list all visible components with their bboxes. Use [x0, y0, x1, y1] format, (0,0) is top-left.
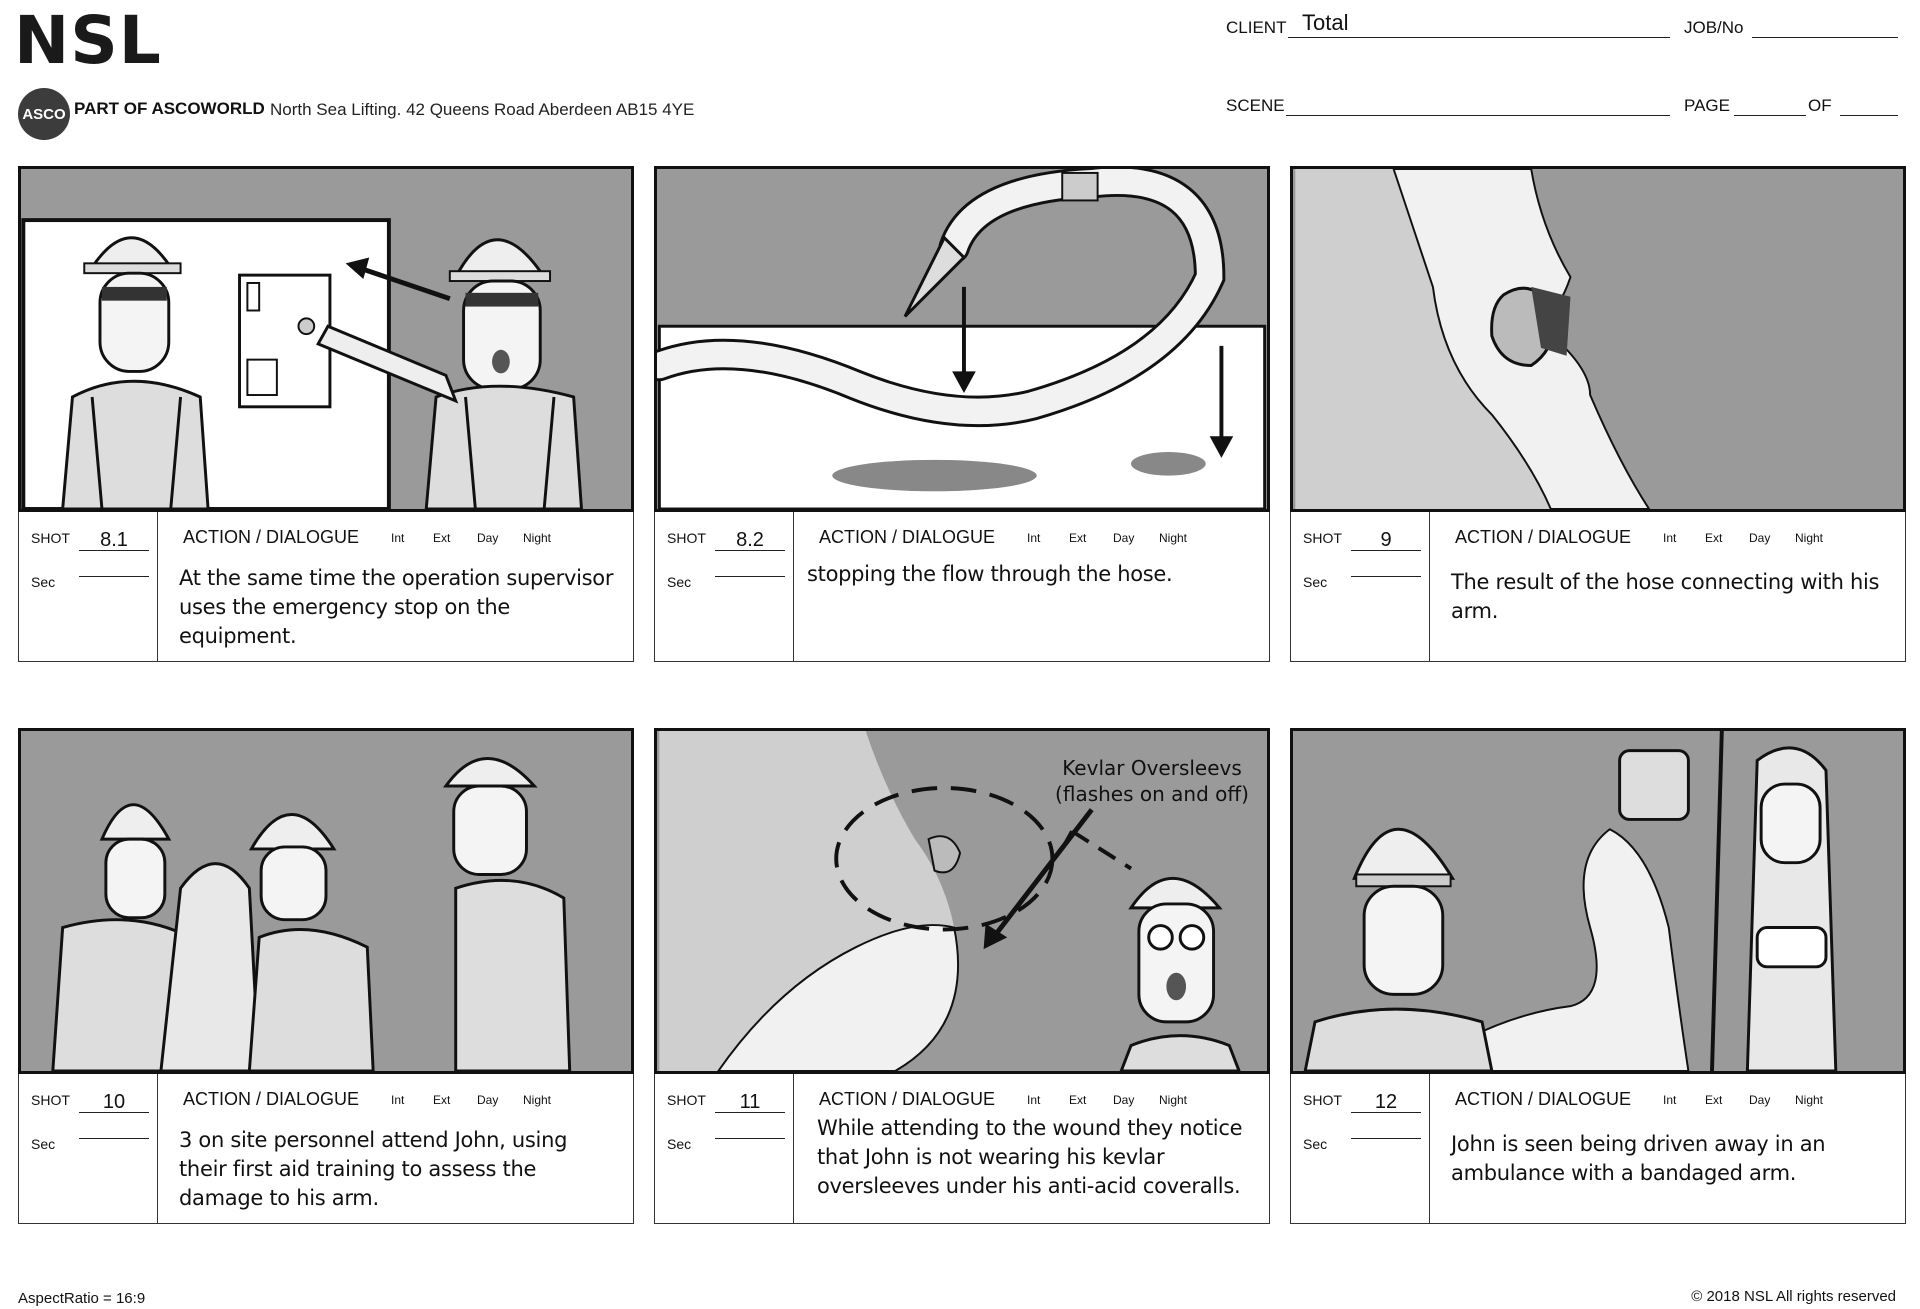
ext-option[interactable]: Ext: [433, 1093, 451, 1107]
ext-option[interactable]: Ext: [1705, 531, 1723, 545]
night-option[interactable]: Night: [1795, 531, 1824, 545]
aspect-ratio-label: AspectRatio = 16:9: [18, 1290, 146, 1307]
action-dialogue-label: ACTION / DIALOGUE: [1455, 527, 1632, 547]
panel-5-info: [654, 1074, 1270, 1224]
scene-label: SCENE: [1226, 96, 1285, 115]
panel-1-info: [18, 512, 634, 662]
panel-1-sketch: [21, 169, 631, 509]
shot-number[interactable]: 11: [715, 1090, 785, 1113]
sec-label: Sec: [667, 574, 692, 590]
shot-column: [19, 1074, 158, 1223]
sec-label: Sec: [31, 574, 56, 590]
panel-2-illustration: [654, 166, 1270, 512]
action-dialogue-label: ACTION / DIALOGUE: [183, 527, 360, 547]
night-option[interactable]: Night: [1159, 1093, 1188, 1107]
action-dialogue-label: ACTION / DIALOGUE: [819, 1089, 996, 1109]
of-label: OF: [1808, 96, 1832, 115]
panel-2-sketch: [657, 169, 1267, 509]
panel-3-info: [1290, 512, 1906, 662]
panel-4-sketch: [21, 731, 631, 1071]
shot-label: SHOT: [667, 530, 706, 546]
panel-5-illustration: [654, 728, 1270, 1074]
shot-column: [1291, 512, 1430, 661]
shot-column: [19, 512, 158, 661]
day-option[interactable]: Day: [1113, 531, 1135, 545]
nsl-logo: NSL: [14, 2, 162, 79]
action-description: stopping the flow through the hose.: [807, 562, 1173, 586]
panel-3-sketch: [1293, 169, 1903, 509]
action-dialogue-label: ACTION / DIALOGUE: [819, 527, 996, 547]
company-address: North Sea Lifting. 42 Queens Road Aberdeen AB15 4YE: [270, 100, 695, 119]
of-field[interactable]: [1840, 90, 1898, 116]
storyboard-panel-6: [1290, 728, 1906, 1224]
job-label: JOB/No: [1684, 18, 1744, 37]
int-option[interactable]: Int: [1027, 531, 1041, 545]
day-option[interactable]: Day: [477, 531, 499, 545]
shot-label: SHOT: [1303, 1092, 1342, 1108]
page-field[interactable]: [1734, 90, 1806, 116]
sec-field[interactable]: [715, 576, 785, 577]
sec-field[interactable]: [79, 1138, 149, 1139]
action-description: At the same time the operation supervisor uses the emergency stop on the equipment.: [179, 566, 614, 648]
panel-3-illustration: [1290, 166, 1906, 512]
panel-4-illustration: [18, 728, 634, 1074]
int-option[interactable]: Int: [1663, 531, 1677, 545]
callout-line-1: Kevlar Oversleevs: [1062, 756, 1242, 780]
storyboard-panel-3: [1290, 166, 1906, 662]
action-description: 3 on site personnel attend John, using their first aid training to assess the damage to his arm.: [179, 1128, 568, 1210]
shot-label: SHOT: [1303, 530, 1342, 546]
sec-label: Sec: [1303, 574, 1328, 590]
part-of-ascoworld: PART OF ASCOWORLD: [74, 99, 265, 118]
client-field[interactable]: Total: [1288, 12, 1670, 38]
shot-number[interactable]: 8.1: [79, 528, 149, 551]
night-option[interactable]: Night: [1159, 531, 1188, 545]
night-option[interactable]: Night: [523, 531, 552, 545]
asco-logo-badge: ASCO: [18, 88, 70, 140]
day-option[interactable]: Day: [1749, 531, 1771, 545]
action-description: John is seen being driven away in an ambulance with a bandaged arm.: [1451, 1132, 1826, 1185]
ext-option[interactable]: Ext: [1069, 1093, 1087, 1107]
action-description: The result of the hose connecting with his arm.: [1451, 570, 1880, 623]
night-option[interactable]: Night: [523, 1093, 552, 1107]
sec-label: Sec: [31, 1136, 56, 1152]
sec-label: Sec: [1303, 1136, 1328, 1152]
panel-4-info: [18, 1074, 634, 1224]
storyboard-panel-5: [654, 728, 1270, 1224]
action-dialogue-label: ACTION / DIALOGUE: [1455, 1089, 1632, 1109]
panel-2-info: [654, 512, 1270, 662]
shot-label: SHOT: [667, 1092, 706, 1108]
storyboard-panel-4: [18, 728, 634, 1224]
shot-label: SHOT: [31, 530, 70, 546]
panel-6-illustration: [1290, 728, 1906, 1074]
int-option[interactable]: Int: [391, 531, 405, 545]
action-description: While attending to the wound they notice that John is not wearing his kevlar oversleeves under his anti-acid coveralls.: [817, 1116, 1243, 1198]
scene-field[interactable]: [1286, 90, 1670, 116]
ext-option[interactable]: Ext: [433, 531, 451, 545]
sec-field[interactable]: [1351, 576, 1421, 577]
storyboard-panel-2: [654, 166, 1270, 662]
storyboard-panel-1: [18, 166, 634, 662]
callout-line-2: (flashes on and off): [1055, 782, 1249, 806]
shot-number[interactable]: 12: [1351, 1090, 1421, 1113]
shot-column: [655, 512, 794, 661]
ext-option[interactable]: Ext: [1069, 531, 1087, 545]
action-dialogue-label: ACTION / DIALOGUE: [183, 1089, 360, 1109]
panel-6-info: [1290, 1074, 1906, 1224]
shot-column: [1291, 1074, 1430, 1223]
panel-1-illustration: [18, 166, 634, 512]
kevlar-callout: [1037, 755, 1267, 807]
panel-6-sketch: [1293, 731, 1903, 1071]
page-label: PAGE: [1684, 96, 1730, 115]
day-option[interactable]: Day: [477, 1093, 499, 1107]
shot-number[interactable]: 9: [1351, 528, 1421, 551]
shot-label: SHOT: [31, 1092, 70, 1108]
sec-field[interactable]: [79, 576, 149, 577]
shot-number[interactable]: 8.2: [715, 528, 785, 551]
shot-column: [655, 1074, 794, 1223]
sec-field[interactable]: [1351, 1138, 1421, 1139]
copyright-notice: © 2018 NSL All rights reserved: [1691, 1288, 1896, 1305]
night-option[interactable]: Night: [1795, 1093, 1824, 1107]
ext-option[interactable]: Ext: [1705, 1093, 1723, 1107]
day-option[interactable]: Day: [1113, 1093, 1135, 1107]
int-option[interactable]: Int: [391, 1093, 405, 1107]
int-option[interactable]: Int: [1663, 1093, 1677, 1107]
job-field[interactable]: [1752, 12, 1898, 38]
sec-field[interactable]: [715, 1138, 785, 1139]
sec-label: Sec: [667, 1136, 692, 1152]
int-option[interactable]: Int: [1027, 1093, 1041, 1107]
client-label: CLIENT: [1226, 18, 1287, 37]
shot-number[interactable]: 10: [79, 1090, 149, 1113]
day-option[interactable]: Day: [1749, 1093, 1771, 1107]
